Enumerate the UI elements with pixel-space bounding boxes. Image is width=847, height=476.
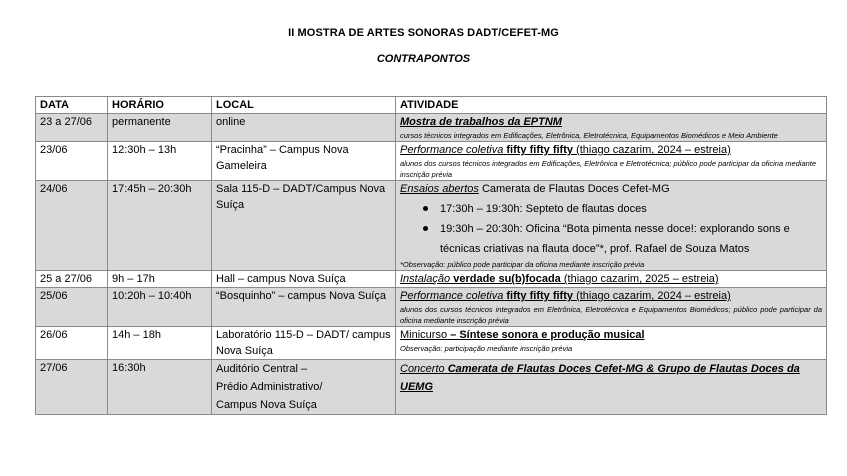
list-item xyxy=(440,199,822,219)
activity-line xyxy=(400,360,822,396)
cell-atividade xyxy=(396,142,827,181)
list-item-text: 19:30h – 20:30h: Oficina “Bota pimenta nesse doce!: explorando sons e técnicas criativas na flauta doce”*, prof. Rafael de Souza Matos xyxy=(440,223,790,255)
bullet-icon xyxy=(423,206,428,211)
column-header-atividade: ATIVIDADE xyxy=(396,97,827,114)
activity-work: fifty fifty fifty xyxy=(506,144,573,156)
cell-horario: 9h – 17h xyxy=(108,271,212,288)
activity-work: fifty fifty fifty xyxy=(506,290,573,302)
cell-data: 23/06 xyxy=(36,142,108,181)
cell-atividade xyxy=(396,181,827,271)
activity-credit: (thiago cazarim, 2024 – estreia) xyxy=(576,290,731,302)
cell-atividade xyxy=(396,327,827,360)
activity-note: alunos dos cursos técnicos integrados em Eletrônica, Eletrotécnica e Equipamentos Biomédicos; público pode participar da oficina mediante inscrição prévia xyxy=(400,305,822,325)
activity-credit: (thiago cazarim, 2025 – estreia) xyxy=(560,273,719,285)
activity-work: – Síntese sonora e produção musical xyxy=(450,329,645,341)
table-row xyxy=(36,327,827,360)
activity-note: *Observação: público pode participar da oficina mediante inscrição prévia xyxy=(400,260,645,269)
bullet-icon xyxy=(423,226,428,231)
activity-note: alunos dos cursos técnicos integrados em Edificações, Eletrônica e Eletrotécnica; público pode participar da oficina mediante inscrição prévia xyxy=(400,159,817,179)
cell-local: “Pracinha” – Campus Nova Gameleira xyxy=(212,142,396,181)
cell-data: 23 a 27/06 xyxy=(36,114,108,142)
cell-horario: 17:45h – 20:30h xyxy=(108,181,212,271)
local-line: Prédio Administrativo/ xyxy=(216,381,323,393)
cell-local: Laboratório 115-D – DADT/ campus Nova Suíça xyxy=(212,327,396,360)
table-row xyxy=(36,288,827,327)
activity-line xyxy=(400,142,822,158)
table-row xyxy=(36,181,827,271)
table-row xyxy=(36,360,827,415)
activity-line xyxy=(400,181,822,197)
schedule-table xyxy=(35,96,827,415)
local-line: Auditório Central – xyxy=(216,363,308,375)
activity-line xyxy=(400,271,822,287)
list-item-text: 17:30h – 19:30h: Septeto de flautas doces xyxy=(440,203,647,215)
activity-work: Camerata de Flautas Doces Cefet-MG & Grupo de Flautas Doces da UEMG xyxy=(400,363,800,393)
activity-work: verdade su(b)focada xyxy=(453,273,561,285)
activity-type: Instalação xyxy=(400,273,451,285)
cell-data: 24/06 xyxy=(36,181,108,271)
activity-note: Observação: participação mediante inscrição prévia xyxy=(400,344,573,353)
activity-note: cursos técnicos integrados em Edificações, Eletrônica, Eletrotécnica, Equipamentos Biomédicos e Meio Ambiente xyxy=(400,131,778,140)
cell-horario: 16:30h xyxy=(108,360,212,415)
cell-atividade xyxy=(396,288,827,327)
column-header-local: LOCAL xyxy=(212,97,396,114)
local-line: Campus Nova Suíça xyxy=(216,399,317,411)
cell-local xyxy=(212,360,396,415)
cell-horario: 14h – 18h xyxy=(108,327,212,360)
column-header-horario: HORÁRIO xyxy=(108,97,212,114)
cell-local: “Bosquinho” – campus Nova Suíça xyxy=(212,288,396,327)
list-item xyxy=(440,219,822,259)
table-header-row xyxy=(36,97,827,114)
cell-data: 26/06 xyxy=(36,327,108,360)
activity-title: Mostra de trabalhos da EPTNM xyxy=(400,116,562,128)
table-row xyxy=(36,114,827,142)
cell-local: Hall – campus Nova Suíça xyxy=(212,271,396,288)
cell-data: 25 a 27/06 xyxy=(36,271,108,288)
cell-data: 25/06 xyxy=(36,288,108,327)
table-row xyxy=(36,142,827,181)
activity-type: Concerto xyxy=(400,363,445,375)
activity-type: Performance coletiva xyxy=(400,290,504,302)
table-row xyxy=(36,271,827,288)
cell-horario: 10:20h – 10:40h xyxy=(108,288,212,327)
activity-type: Minicurso xyxy=(400,329,448,341)
activity-group: Camerata de Flautas Doces Cefet-MG xyxy=(481,183,670,195)
cell-horario: permanente xyxy=(108,114,212,142)
cell-atividade xyxy=(396,114,827,142)
cell-atividade xyxy=(396,271,827,288)
cell-atividade xyxy=(396,360,827,415)
cell-local: Sala 115-D – DADT/Campus Nova Suíça xyxy=(212,181,396,271)
page-title: II MOSTRA DE ARTES SONORAS DADT/CEFET-MG xyxy=(288,27,559,39)
activity-line xyxy=(400,327,822,343)
activity-line xyxy=(400,288,822,304)
activity-type: Performance coletiva xyxy=(400,144,504,156)
column-header-data: DATA xyxy=(36,97,108,114)
cell-data: 27/06 xyxy=(36,360,108,415)
activity-type: Ensaios abertos xyxy=(400,183,479,195)
page-subtitle: CONTRAPONTOS xyxy=(376,53,471,65)
cell-horario: 12:30h – 13h xyxy=(108,142,212,181)
activity-items xyxy=(400,199,822,259)
activity-credit: (thiago cazarim, 2024 – estreia) xyxy=(576,144,731,156)
cell-local: online xyxy=(212,114,396,142)
